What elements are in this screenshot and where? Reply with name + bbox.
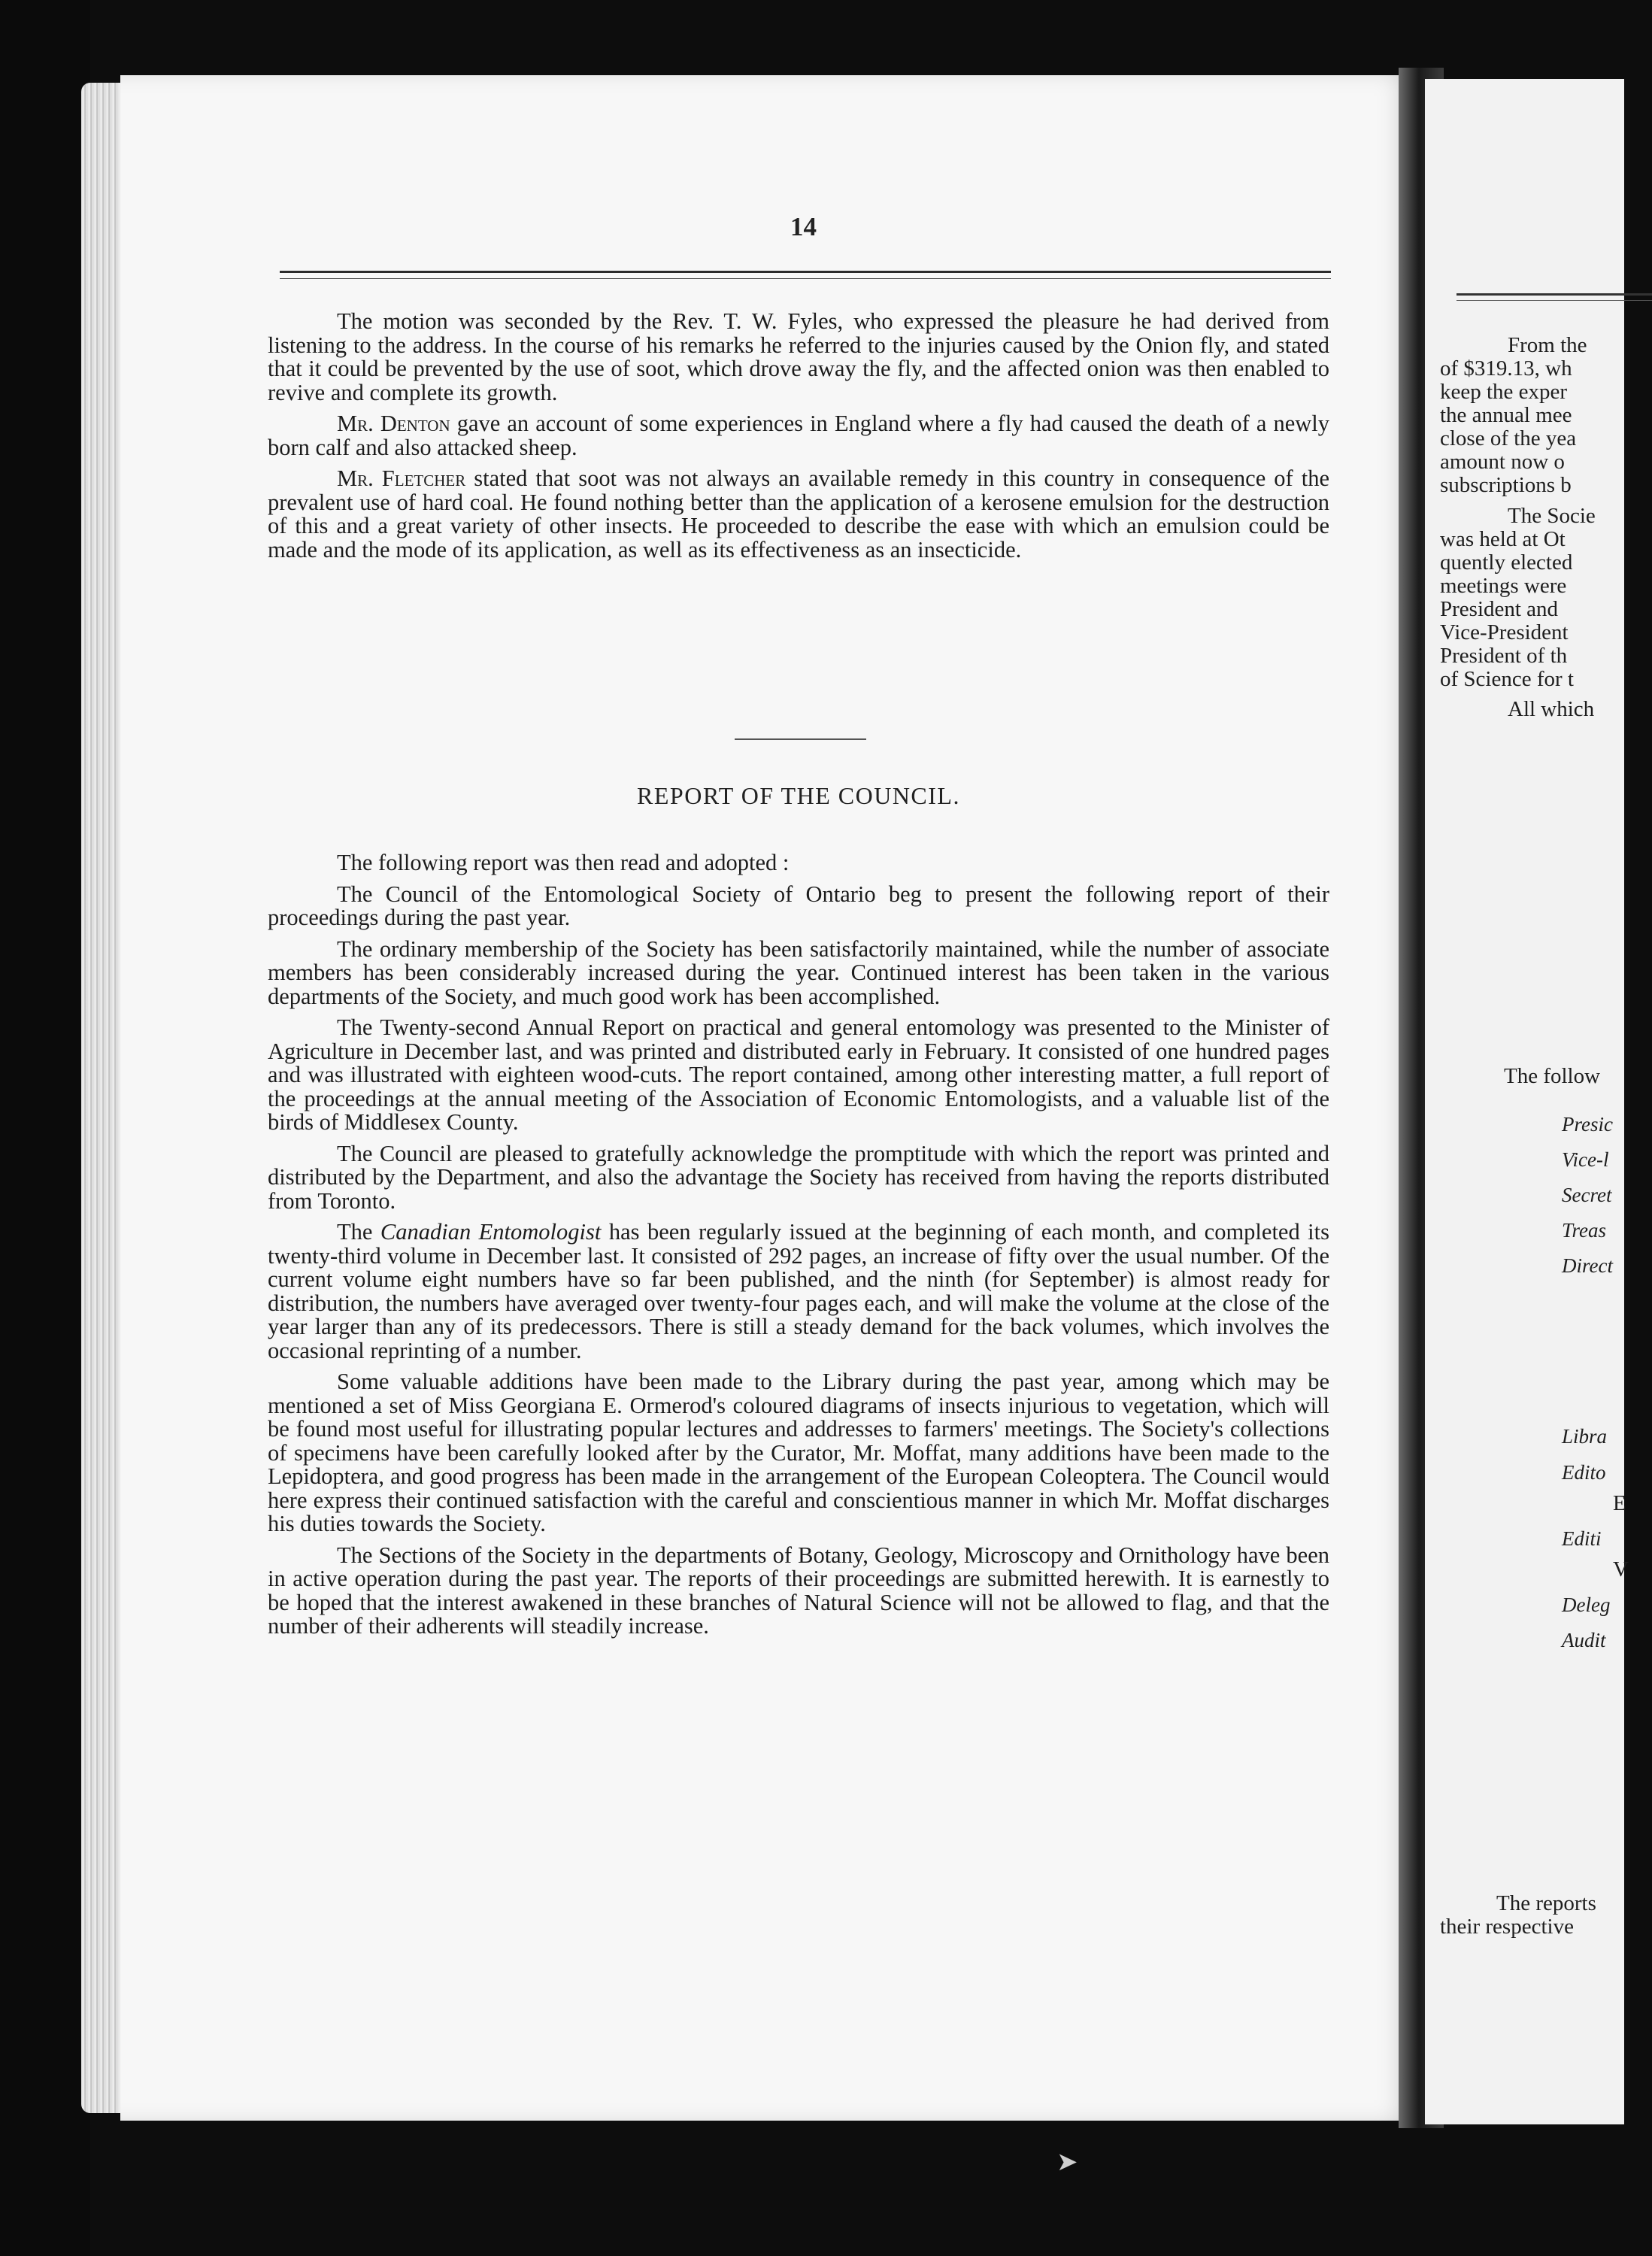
paragraph-denton	[268, 412, 1329, 459]
facing-line: The Socie	[1508, 504, 1596, 528]
report-paragraph: The Sections of the Society in the departments of Botany, Geology, Microscopy and Ornithology have been in active operation during the past year. The reports of their proceedings are submitted herewith. It is earnestly to be hoped that the interest awakened in these branches of Natural Science will not be allowed to flag, and that the number of their adherents will steadily increase.	[268, 1542, 1329, 1639]
facing-line: meetings were	[1440, 574, 1567, 598]
facing-line: Secret	[1562, 1184, 1612, 1206]
scan-arrow-mark: ➤	[1056, 2148, 1078, 2176]
facing-line: E	[1613, 1491, 1626, 1515]
facing-line: Presic	[1562, 1113, 1613, 1136]
facing-line: was held at Ot	[1440, 527, 1566, 551]
facing-line: of $319.13, wh	[1440, 356, 1572, 381]
book-spine-shadow	[0, 0, 90, 2256]
section-divider	[735, 738, 866, 740]
facing-line: the annual mee	[1440, 403, 1572, 427]
council-report	[268, 851, 1329, 1646]
facing-line: their respective	[1440, 1915, 1574, 1939]
header-rule-thick	[280, 271, 1331, 273]
name-denton: Mr. Denton	[337, 411, 450, 436]
facing-line: Edito	[1562, 1461, 1606, 1484]
opening-paragraphs	[268, 310, 1329, 569]
paragraph-denton-text: gave an account of some experiences in England where a fly had caused the death of a newly born calf and also attacked sheep.	[268, 411, 1329, 460]
facing-line: close of the yea	[1440, 426, 1577, 450]
paragraph-fyles: The motion was seconded by the Rev. T. W. Fyles, who expressed the pleasure he had derived from listening to the address. In the course of his remarks he referred to the injuries caused by the Onion fly, and stated that it could be prevented by the use of soot, which drove away the fly, and the affected onion was then enabled to revive and complete its growth.	[268, 308, 1329, 405]
journal-title: Canadian Entomologist	[380, 1219, 602, 1245]
facing-line: Audit	[1562, 1629, 1606, 1651]
report-paragraph: Some valuable additions have been made to the Library during the past year, among which may be mentioned a set of Miss Georgiana E. Ormerod's coloured diagrams of insects injurious to vegetation, which will be found most useful for illustrating popular lectures and addresses to farmers' meetings. The Society's collections of specimens have been carefully looked after by the Curator, Mr. Moffat, many additions have been made to the Lepidoptera, and good progress has been made in the arrangement of the European Coleoptera. The Council would here express their continued satisfaction with the careful and conscientious manner in which Mr. Moffat discharges his duties towards the Society.	[268, 1369, 1329, 1536]
facing-page-fragment	[1425, 79, 1629, 2124]
facing-line: Direct	[1562, 1254, 1613, 1277]
facing-line: subscriptions b	[1440, 473, 1572, 497]
facing-line: Deleg	[1562, 1593, 1611, 1616]
page-edges	[81, 83, 125, 2113]
facing-line: quently elected	[1440, 550, 1573, 575]
facing-line: President and	[1440, 597, 1559, 621]
report-paragraph: The Council are pleased to gratefully acknowledge the promptitude with which the report was printed and distributed by the Department, and also the advantage the Society has received from having the reports distributed from Toronto.	[268, 1140, 1329, 1214]
section-title: REPORT OF THE COUNCIL.	[637, 782, 960, 809]
facing-line: amount now o	[1440, 450, 1565, 474]
facing-line: V	[1613, 1557, 1629, 1581]
name-fletcher: Mr. Fletcher	[337, 465, 466, 491]
facing-line: From the	[1508, 333, 1587, 357]
report-text: The	[337, 1219, 380, 1245]
facing-line: The reports	[1496, 1891, 1596, 1915]
facing-line: Treas	[1562, 1219, 1607, 1242]
facing-line: Libra	[1562, 1425, 1608, 1448]
paragraph-fletcher	[268, 467, 1329, 562]
report-paragraph: The Twenty-second Annual Report on practical and general entomology was presented to the Minister of Agriculture in December last, and was printed and distributed early in February. It consisted of one hundred pages and was illustrated with eighteen wood-cuts. The report contained, among other interesting matter, a full report of the proceedings at the annual meeting of the Association of Economic Entomologists, and a valuable list of the birds of Middlesex County.	[268, 1014, 1329, 1135]
facing-line: Editi	[1562, 1527, 1602, 1550]
facing-header-rule	[1456, 293, 1652, 296]
report-intro: The following report was then read and adopted :	[337, 850, 790, 875]
paragraph-fletcher-text: stated that soot was not always an available remedy in this country in consequence of the prevalent use of hard coal. He found nothing better than the application of a kerosene emulsion for the destruction of this and a great variety of other insects. He proceeded to describe the ease with which an emulsion could be made and the mode of its application, as well as its effectiveness as an insecticide.	[268, 465, 1329, 562]
facing-line: keep the exper	[1440, 380, 1568, 404]
header-rule-thin	[280, 278, 1331, 279]
facing-line: The follow	[1504, 1064, 1601, 1088]
facing-line: Vice-l	[1562, 1148, 1609, 1171]
report-paragraph-entomologist	[268, 1220, 1329, 1363]
report-paragraph: The Council of the Entomological Society of Ontario beg to present the following report of their proceedings during the past year.	[268, 881, 1329, 930]
facing-line: of Science for t	[1440, 667, 1574, 691]
report-paragraph: The ordinary membership of the Society has been satisfactorily maintained, while the number of associate members has been considerably increased during the year. Continued interest has been taken in the various departments of the Society, and much good work has been accomplished.	[268, 935, 1329, 1009]
page-number: 14	[790, 212, 817, 241]
facing-line: All which	[1508, 697, 1595, 721]
facing-line: Vice-President	[1440, 620, 1569, 644]
facing-line: President of th	[1440, 644, 1568, 668]
facing-header-rule	[1456, 300, 1652, 301]
report-text: has been regularly issued at the beginning of each month, and completed its twenty-third volume in December last. It consisted of 292 pages, an increase of fifty over the usual number. Of the current volume eight numbers have so far been published, and the ninth (for September) is almost ready for distribution, the numbers have averaged over twenty-four pages each, and will make the volume at the close of the year larger than any of its predecessors. There is still a steady demand for the back volumes, which involves the occasional reprinting of a number.	[268, 1219, 1329, 1363]
